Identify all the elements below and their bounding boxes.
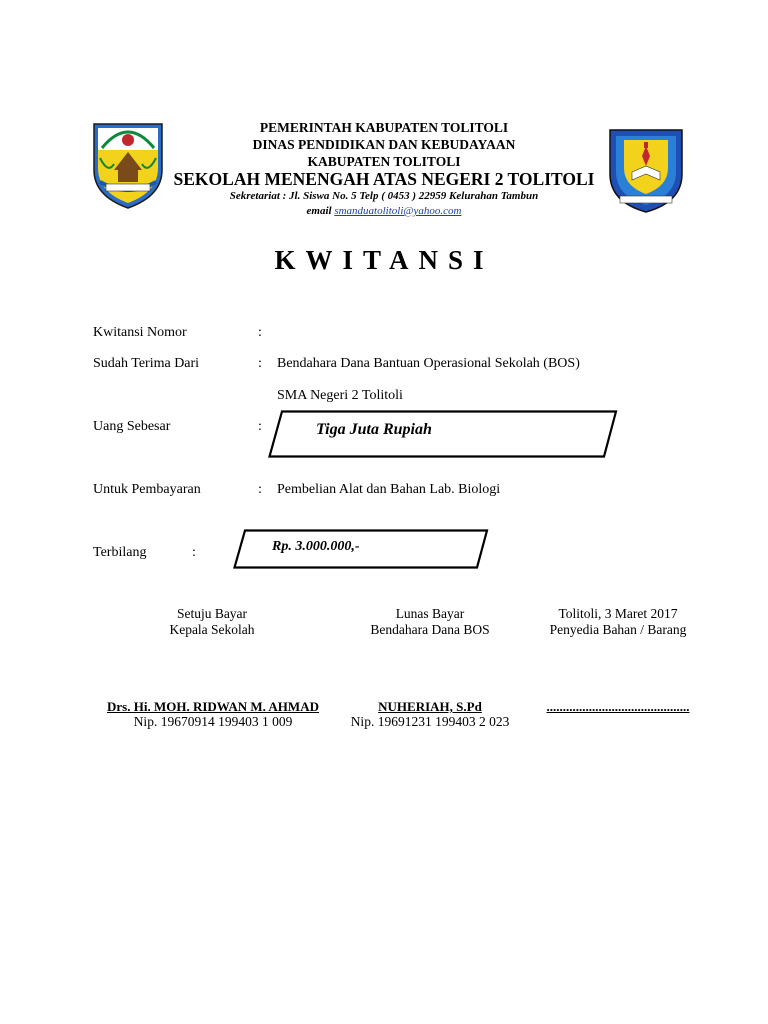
header-line-1: PEMERINTAH KABUPATEN TOLITOLI (259, 120, 509, 135)
kwitansi-nomor-label: Kwitansi Nomor (93, 325, 187, 340)
header-line-3: KABUPATEN TOLITOLI (307, 154, 461, 169)
colon: : (192, 545, 196, 560)
email-label: email (306, 205, 332, 217)
school-address: Sekretariat : Jl. Siswa No. 5 Telp ( 0453 ) 22959 Kelurahan Tambun (229, 190, 539, 202)
sig-left-line1: Setuju Bayar (176, 606, 248, 621)
untuk-pembayaran-label: Untuk Pembayaran (93, 482, 201, 497)
sig-left-name: Drs. Hi. MOH. RIDWAN M. AHMAD (107, 699, 319, 714)
document-title: KWITANSI (274, 245, 494, 275)
school-name: SEKOLAH MENENGAH ATAS NEGERI 2 TOLITOLI (173, 169, 595, 189)
sig-left-nip: Nip. 19670914 199403 1 009 (133, 714, 293, 729)
school-email-line (0, 205, 768, 217)
uang-sebesar-label: Uang Sebesar (93, 419, 171, 434)
terbilang-value: Rp. 3.000.000,- (272, 539, 360, 554)
terbilang-label: Terbilang (93, 545, 147, 560)
sig-right-line1: Tolitoli, 3 Maret 2017 (558, 606, 678, 621)
sig-right-name: ............................................ (546, 699, 690, 714)
sig-middle-name: NUHERIAH, S.Pd (378, 699, 482, 714)
sudah-terima-value-1: Bendahara Dana Bantuan Operasional Sekolah (BOS) (277, 356, 580, 371)
colon: : (258, 356, 262, 371)
untuk-pembayaran-value: Pembelian Alat dan Bahan Lab. Biologi (277, 482, 501, 497)
sig-right-line2: Penyedia Bahan / Barang (549, 622, 687, 637)
sig-middle-line2: Bendahara Dana BOS (370, 622, 490, 637)
uang-sebesar-value: Tiga Juta Rupiah (316, 421, 432, 438)
sig-middle-line1: Lunas Bayar (395, 606, 465, 621)
sudah-terima-label: Sudah Terima Dari (93, 356, 200, 371)
email-link[interactable]: smanduatolitoli@yahoo.com (334, 205, 462, 217)
colon: : (258, 482, 262, 497)
sig-middle-nip: Nip. 19691231 199403 2 023 (350, 714, 510, 729)
sudah-terima-value-2: SMA Negeri 2 Tolitoli (277, 388, 403, 403)
header-line-2: DINAS PENDIDIKAN DAN KEBUDAYAAN (252, 137, 516, 152)
colon: : (258, 419, 262, 434)
colon: : (258, 325, 262, 340)
sig-left-line2: Kepala Sekolah (169, 622, 255, 637)
